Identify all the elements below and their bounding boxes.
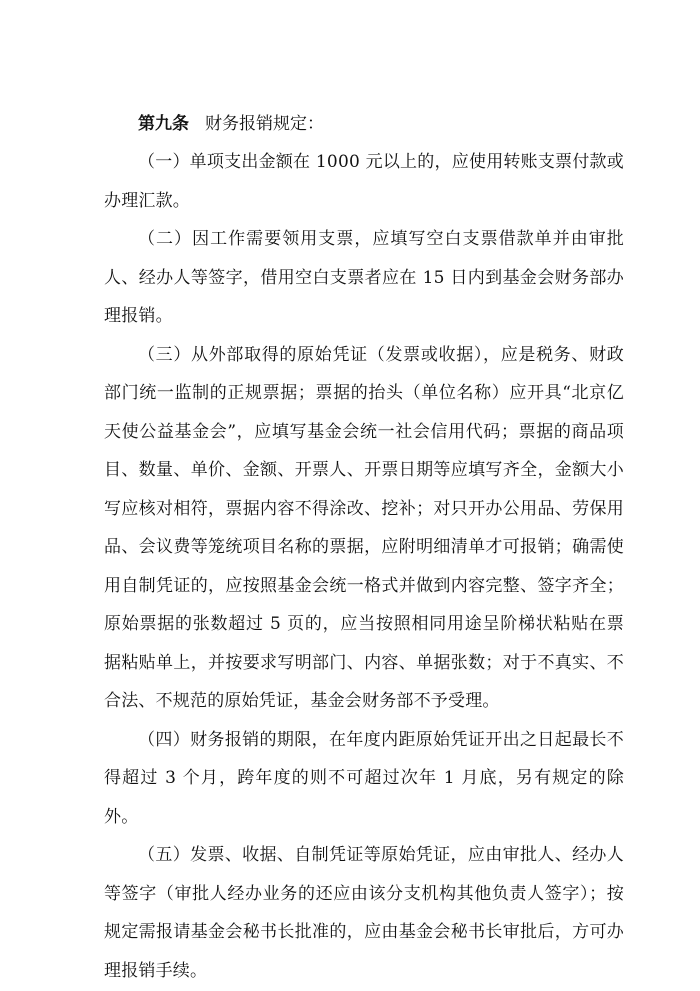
article-heading <box>104 105 624 143</box>
paragraph-3: （三）从外部取得的原始凭证（发票或收据），应是税务、财政部门统一监制的正规票据；票据的抬头（单位名称）应开具“北京亿天使公益基金会”，应填写基金会统一社会信用代码；票据的商品项目、数量、单价、金额、开票人、开票日期等应填写齐全，金额大小写应核对相符，票据内容不得涂改、挖补；对只开办公用品、劳保用品、会议费等笼统项目名称的票据，应附明细清单才可报销；确需使用自制凭证的，应按照基金会统一格式并做到内容完整、签字齐全；原始票据的张数超过 5 页的，应当按照相同用途呈阶梯状粘贴在票据粘贴单上，并按要求写明部门、内容、单据张数；对于不真实、不合法、不规范的原始凭证，基金会财务部不予受理。 <box>104 344 624 711</box>
article-title: 财务报销规定： <box>205 114 324 134</box>
article-number: 第九条 <box>138 114 189 134</box>
paragraph-4: （四）财务报销的期限，在年度内距原始凭证开出之日起最长不得超过 3 个月，跨年度的则不可超过次年 1 月底，另有规定的除外。 <box>104 729 624 827</box>
paragraph-1: （一）单项支出金额在 1000 元以上的，应使用转账支票付款或办理汇款。 <box>104 152 624 211</box>
paragraph-2: （二）因工作需要领用支票，应填写空白支票借款单并由审批人、经办人等签字，借用空白支票者应在 15 日内到基金会财务部办理报销。 <box>104 229 624 326</box>
paragraph-5: （五）发票、收据、自制凭证等原始凭证，应由审批人、经办人等签字（审批人经办业务的还应由该分支机构其他负责人签字）；按规定需报请基金会秘书长批准的，应由基金会秘书长审批后，方可办理报销手续。 <box>104 845 624 981</box>
document-body <box>104 105 624 990</box>
